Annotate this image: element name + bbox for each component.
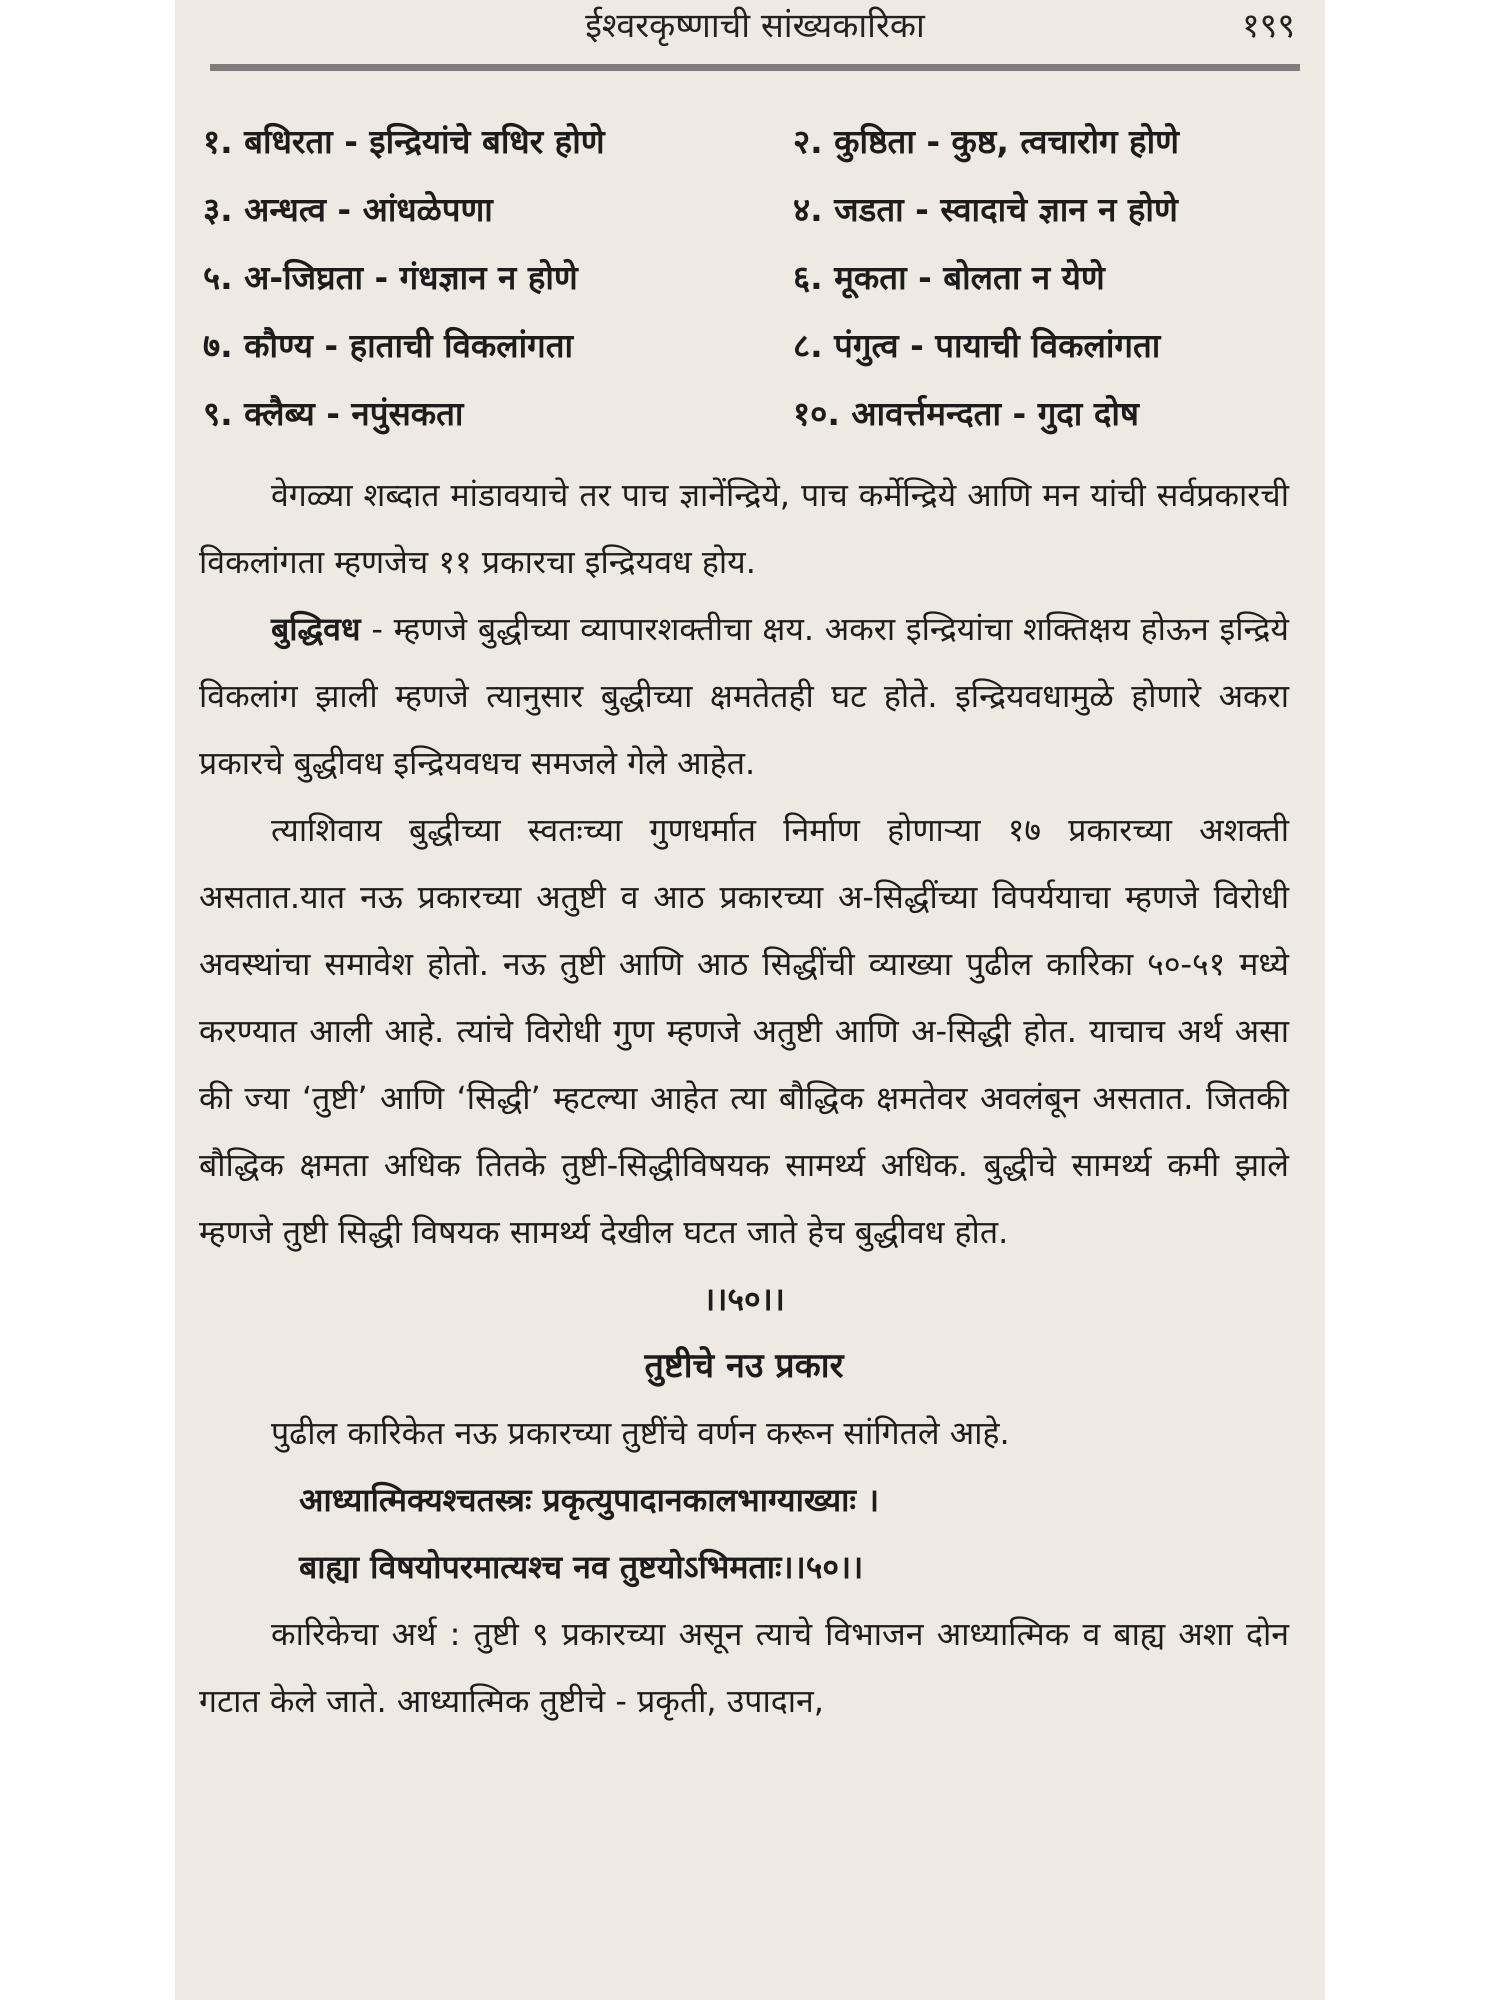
list-item: ४. जडता - स्वादाचे ज्ञान न होणे — [793, 190, 1178, 229]
impairment-list — [203, 120, 1303, 460]
paragraph-meaning: कारिकेचा अर्थ : तुष्टी ९ प्रकारच्या असून त्याचे विभाजन आध्यात्मिक व बाह्य अशा दोन गटात केले जाते. आध्यात्मिक तुष्टीचे - प्रकृती, उपादान, — [199, 1615, 1289, 1720]
list-item: ३. अन्धत्व - आंधळेपणा — [203, 190, 493, 229]
list-row — [203, 392, 1303, 460]
paragraph-buddhivadh — [199, 596, 1289, 797]
list-item: ९. क्लैब्य - नपुंसकता — [203, 394, 464, 433]
book-title: ईश्वरकृष्णाची सांख्यकारिका — [585, 6, 925, 46]
paragraph-text: - म्हणजे बुद्धीच्या व्यापारशक्तीचा क्षय. अकरा इन्द्रियांचा शक्तिक्षय होऊन इन्द्रिये विकलांग झाली म्हणजे त्यानुसार बुद्धीच्या क्षमतेतही घट होते. इन्द्रियवधामुळे होणारे अकरा प्रकारचे बुद्धीवध इन्द्रियवधच समजले गेले आहेत. — [199, 610, 1289, 782]
intro-line: पुढील कारिकेत नऊ प्रकारच्या तुष्टींचे वर्णन करून सांगितले आहे. — [271, 1414, 1010, 1452]
list-row — [203, 324, 1303, 392]
paragraph-lead-term: बुद्धिवध — [271, 610, 361, 648]
list-item: २. कुष्ठिता - कुष्ठ, त्वचारोग होणे — [793, 122, 1179, 161]
header-rule — [210, 64, 1300, 71]
list-row — [203, 256, 1303, 324]
list-item: ५. अ-जिघ्रता - गंधज्ञान न होणे — [203, 258, 578, 297]
list-row — [203, 188, 1303, 256]
page-number: १९९ — [1241, 6, 1295, 46]
list-item: ७. कौण्य - हाताची विकलांगता — [203, 326, 574, 365]
list-item: १. बधिरता - इन्द्रियांचे बधिर होणे — [203, 122, 605, 161]
body-text — [199, 462, 1289, 1735]
list-row — [203, 120, 1303, 188]
list-item: ८. पंगुत्व - पायाची विकलांगता — [793, 326, 1161, 365]
verse-line: बाह्या विषयोपरमात्यश्च नव तुष्टयोऽभिमताः।।५०।। — [299, 1548, 864, 1586]
verse-number: ।।५०।। — [703, 1280, 785, 1318]
list-item: १०. आवर्त्तमन्दता - गुदा दोष — [793, 394, 1139, 433]
paragraph-indriyavadh: वेगळ्या शब्दात मांडावयाचे तर पाच ज्ञानेंन्द्रिये, पाच कर्मेन्द्रिये आणि मन यांची सर्वप्रकारची विकलांगता म्हणजेच ११ प्रकारचा इन्द्रियवध होय. — [199, 476, 1289, 581]
book-page — [175, 0, 1325, 2000]
section-heading: तुष्टीचे नउ प्रकार — [644, 1346, 844, 1386]
paragraph-ashakti: त्याशिवाय बुद्धीच्या स्वतःच्या गुणधर्मात निर्माण होणाऱ्या १७ प्रकारच्या अशक्ती असतात.यात नऊ प्रकारच्या अतुष्टी व आठ प्रकारच्या अ-सिद्धींच्या विपर्ययाचा म्हणजे विरोधी अवस्थांचा समावेश होतो. नऊ तुष्टी आणि आठ सिद्धींची व्याख्या पुढील कारिका ५०-५१ मध्ये करण्यात आली आहे. त्यांचे विरोधी गुण म्हणजे अतुष्टी आणि अ-सिद्धी होत. याचाच अर्थ असा की ज्या ‘तुष्टी’ आणि ‘सिद्धी’ म्हटल्या आहेत त्या बौद्धिक क्षमतेवर अवलंबून असतात. जितकी बौद्धिक क्षमता अधिक तितके तुष्टी-सिद्धीविषयक सामर्थ्य अधिक. बुद्धीचे सामर्थ्य कमी झाले म्हणजे तुष्टी सिद्धी विषयक सामर्थ्य देखील घटत जाते हेच बुद्धीवध होत. — [199, 811, 1289, 1251]
list-item: ६. मूकता - बोलता न येणे — [793, 258, 1105, 297]
running-head — [215, 0, 1295, 64]
verse-line: आध्यात्मिक्यश्चतस्त्रः प्रकृत्युपादानकालभाग्याख्याः । — [299, 1481, 880, 1519]
